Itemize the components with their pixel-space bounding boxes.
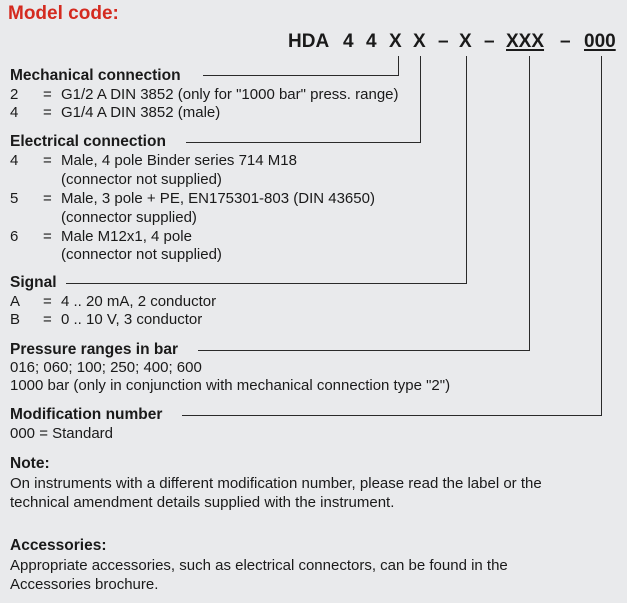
connector-line-electrical-v bbox=[420, 56, 421, 143]
code-variant: 4 bbox=[366, 31, 377, 52]
modification-standard: 000 = Standard bbox=[10, 425, 114, 442]
option-key: 2 bbox=[10, 86, 19, 103]
accessories-heading: Accessories: bbox=[10, 537, 107, 554]
pressure-ranges-list: 016; 060; 100; 250; 400; 600 bbox=[10, 359, 202, 376]
note-heading: Note: bbox=[10, 455, 50, 472]
option-equals: = bbox=[43, 86, 52, 103]
option-note: (connector supplied) bbox=[61, 209, 197, 226]
option-key: 4 bbox=[10, 152, 19, 169]
option-key: 4 bbox=[10, 104, 19, 121]
option-key: A bbox=[10, 293, 21, 310]
option-equals: = bbox=[43, 152, 52, 169]
option-equals: = bbox=[43, 104, 52, 121]
connector-line-modification-h bbox=[182, 415, 601, 416]
connector-line-signal-v bbox=[466, 56, 467, 284]
note-line-1: On instruments with a different modification number, please read the label or the bbox=[10, 475, 542, 492]
accessories-line-2: Accessories brochure. bbox=[10, 576, 159, 593]
option-note: (connector not supplied) bbox=[61, 171, 222, 188]
code-modification: 000 bbox=[584, 31, 616, 52]
option-value: G1/2 A DIN 3852 (only for "1000 bar" press. range) bbox=[61, 86, 399, 103]
code-dash-2: – bbox=[484, 31, 495, 52]
option-key: 6 bbox=[10, 228, 19, 245]
pressure-heading: Pressure ranges in bar bbox=[10, 341, 178, 358]
option-equals: = bbox=[43, 228, 52, 245]
code-dash-1: – bbox=[438, 31, 449, 52]
page-title: Model code: bbox=[8, 3, 119, 24]
code-series: HDA bbox=[288, 31, 330, 52]
option-equals: = bbox=[43, 293, 52, 310]
connector-line-signal-h bbox=[66, 283, 466, 284]
option-value: G1/4 A DIN 3852 (male) bbox=[61, 104, 221, 121]
code-signal: X bbox=[459, 31, 472, 52]
option-key: B bbox=[10, 311, 21, 328]
pressure-ranges-note: 1000 bar (only in conjunction with mechanical connection type "2") bbox=[10, 377, 451, 394]
connector-line-modification-v bbox=[601, 56, 602, 416]
code-pressure-class: 4 bbox=[343, 31, 354, 52]
option-key: 5 bbox=[10, 190, 19, 207]
code-dash-3: – bbox=[560, 31, 571, 52]
connector-line-pressure-v bbox=[529, 56, 530, 351]
connector-line-mechanical-h bbox=[203, 75, 398, 76]
option-value: Male, 4 pole Binder series 714 M18 bbox=[61, 152, 297, 169]
signal-heading: Signal bbox=[10, 274, 57, 291]
option-value: Male M12x1, 4 pole bbox=[61, 228, 192, 245]
accessories-line-1: Appropriate accessories, such as electrical connectors, can be found in the bbox=[10, 557, 508, 574]
connector-line-electrical-h bbox=[186, 142, 420, 143]
connector-line-pressure-h bbox=[198, 350, 529, 351]
modification-heading: Modification number bbox=[10, 406, 163, 423]
note-line-2: technical amendment details supplied with the instrument. bbox=[10, 494, 395, 511]
option-note: (connector not supplied) bbox=[61, 246, 222, 263]
mechanical-heading: Mechanical connection bbox=[10, 67, 181, 84]
code-mechanical: X bbox=[389, 31, 402, 52]
connector-line-mechanical-v bbox=[398, 56, 399, 76]
electrical-heading: Electrical connection bbox=[10, 133, 166, 150]
option-value: Male, 3 pole + PE, EN175301-803 (DIN 43650) bbox=[61, 190, 375, 207]
option-equals: = bbox=[43, 311, 52, 328]
option-equals: = bbox=[43, 190, 52, 207]
code-electrical: X bbox=[413, 31, 426, 52]
option-value: 0 .. 10 V, 3 conductor bbox=[61, 311, 203, 328]
option-value: 4 .. 20 mA, 2 conductor bbox=[61, 293, 217, 310]
code-pressure-range: XXX bbox=[506, 31, 545, 52]
